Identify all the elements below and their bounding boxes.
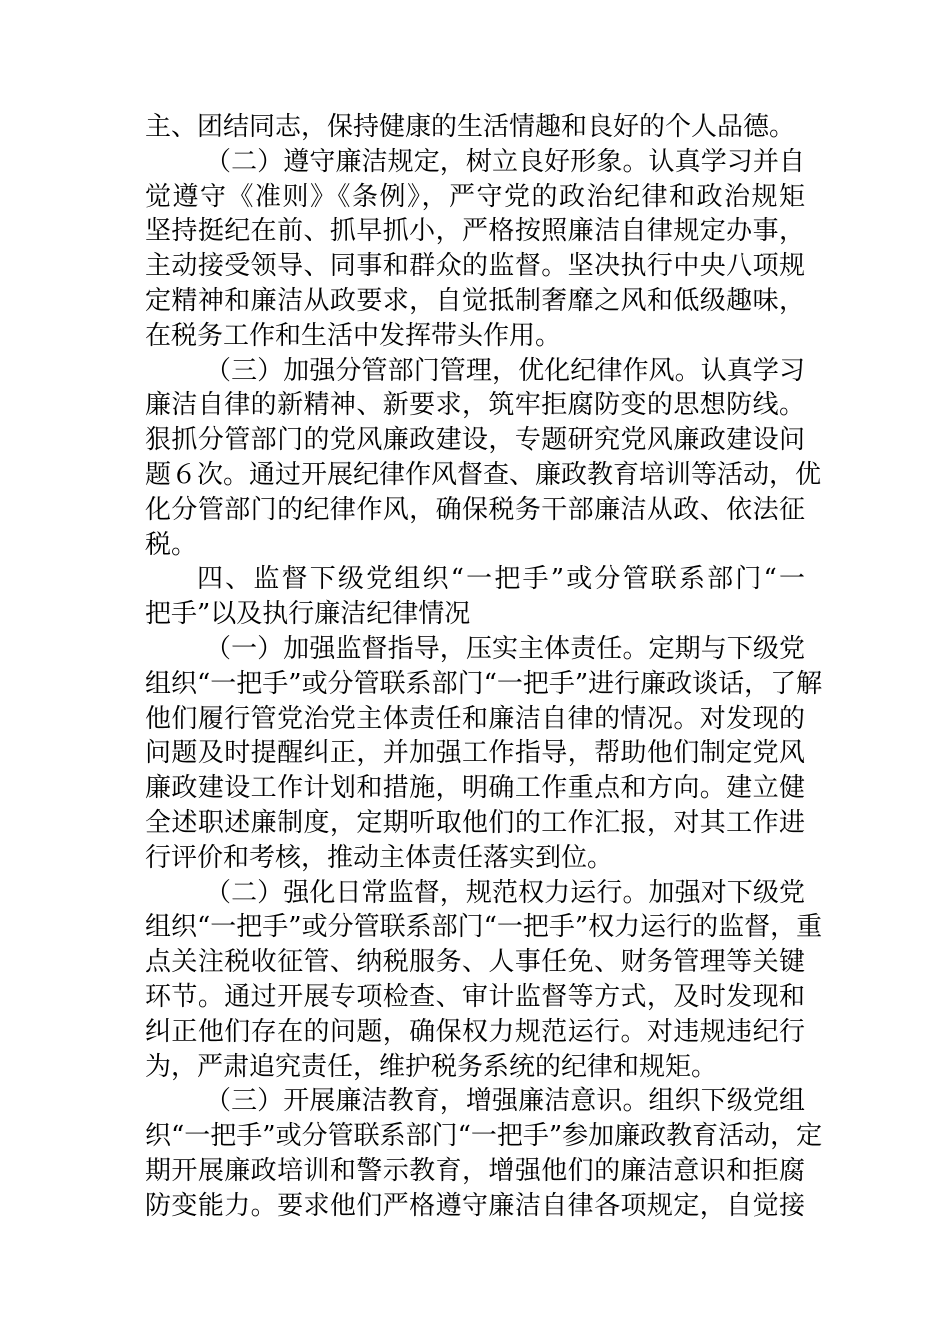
paragraph-line: 定精神和廉洁从政要求，自觉抵制奢靡之风和低级趣味， <box>145 285 805 316</box>
paragraph-line: 他们履行管党治党主体责任和廉洁自律的情况。对发现的 <box>145 703 805 734</box>
paragraph-line: 防变能力。要求他们严格遵守廉洁自律各项规定，自觉接 <box>145 1190 805 1221</box>
paragraph-line: 为，严肃追究责任，维护税务系统的纪律和规矩。 <box>145 1051 718 1082</box>
paragraph-line: 行评价和考核，推动主体责任落实到位。 <box>145 842 614 873</box>
paragraph-line: 主、团结同志，保持健康的生活情趣和良好的个人品德。 <box>145 112 796 142</box>
paragraph-line: 组织“一把手”或分管联系部门“一把手”进行廉政谈话，了解 <box>145 668 823 699</box>
section-heading-line: 四、监督下级党组织“一把手”或分管联系部门“一 <box>197 564 805 595</box>
paragraph-line: （二）遵守廉洁规定，树立良好形象。认真学习并自 <box>205 146 805 177</box>
paragraph-line: 期开展廉政培训和警示教育，增强他们的廉洁意识和拒腐 <box>145 1155 805 1186</box>
paragraph-line: 点关注税收征管、纳税服务、人事任免、财务管理等关键 <box>145 947 805 978</box>
paragraph-line: 廉洁自律的新精神、新要求，筑牢拒腐防变的思想防线。 <box>145 390 805 421</box>
paragraph-line: 在税务工作和生活中发挥带头作用。 <box>145 320 562 351</box>
paragraph-line: 廉政建设工作计划和措施，明确工作重点和方向。建立健 <box>145 773 805 804</box>
paragraph-line: 题６次。通过开展纪律作风督查、廉政教育培训等活动，优 <box>145 459 822 490</box>
paragraph-line: 狠抓分管部门的党风廉政建设，专题研究党风廉政建设问 <box>145 425 805 456</box>
paragraph-line: 组织“一把手”或分管联系部门“一把手”权力运行的监督，重 <box>145 912 823 943</box>
paragraph-line: （三）开展廉洁教育，增强廉洁意识。组织下级党组 <box>205 1086 805 1117</box>
paragraph-line: 觉遵守《准则》《条例》，严守党的政治纪律和政治规矩 <box>145 181 805 212</box>
paragraph-line: （二）强化日常监督，规范权力运行。加强对下级党 <box>205 877 805 908</box>
paragraph-line: 织“一把手”或分管联系部门“一把手”参加廉政教育活动，定 <box>145 1121 823 1152</box>
paragraph-line: 坚持挺纪在前、抓早抓小，严格按照廉洁自律规定办事， <box>145 216 805 247</box>
paragraph-line: （一）加强监督指导，压实主体责任。定期与下级党 <box>205 633 805 664</box>
paragraph-line: 化分管部门的纪律作风，确保税务干部廉洁从政、依法征 <box>145 494 805 525</box>
paragraph-line: 把手”以及执行廉洁纪律情况 <box>145 599 471 630</box>
paragraph-line: （三）加强分管部门管理，优化纪律作风。认真学习 <box>205 355 805 386</box>
document-body <box>145 110 823 1224</box>
paragraph-line: 全述职述廉制度，定期听取他们的工作汇报，对其工作进 <box>145 807 805 838</box>
paragraph-line: 税。 <box>145 529 198 560</box>
paragraph-line: 纠正他们存在的问题，确保权力规范运行。对违规违纪行 <box>145 1016 805 1047</box>
paragraph-line: 问题及时提醒纠正，并加强工作指导，帮助他们制定党风 <box>145 738 805 769</box>
paragraph-line: 主动接受领导、同事和群众的监督。坚决执行中央八项规 <box>145 251 805 282</box>
paragraph-line: 环节。通过开展专项检查、审计监督等方式，及时发现和 <box>145 981 805 1012</box>
